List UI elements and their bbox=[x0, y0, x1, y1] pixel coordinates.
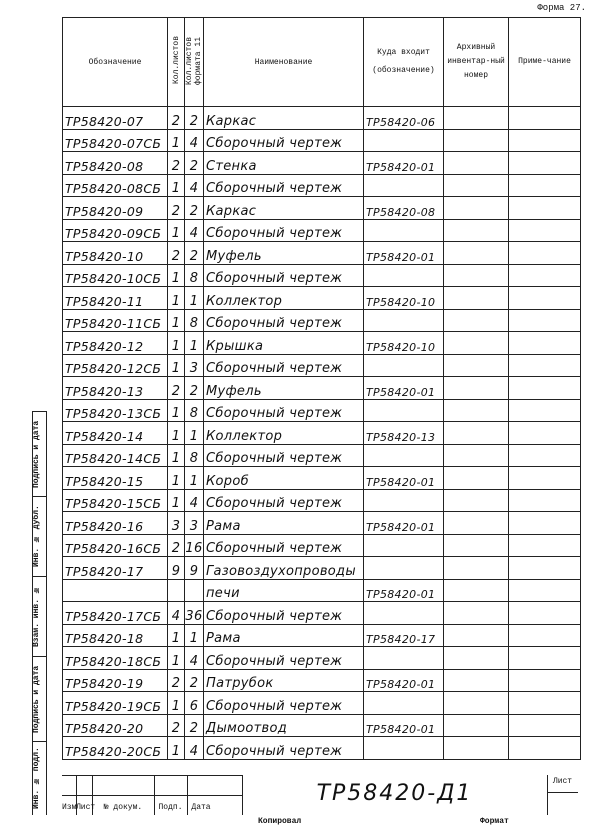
row-notes bbox=[509, 467, 581, 490]
table-row bbox=[63, 422, 581, 445]
table-row bbox=[63, 624, 581, 647]
row-notes bbox=[509, 534, 581, 557]
row-sheets-a11: 4 bbox=[185, 129, 204, 152]
row-designation: TP58420-12CБ bbox=[63, 354, 168, 377]
row-sheets-count: 1 bbox=[168, 219, 185, 242]
row-where-used: TP58420-01 bbox=[364, 579, 444, 602]
title-block bbox=[62, 775, 578, 815]
row-notes bbox=[509, 197, 581, 220]
row-where-used: TP58420-01 bbox=[364, 377, 444, 400]
row-notes bbox=[509, 512, 581, 535]
row-sheets-count bbox=[168, 579, 185, 602]
row-sheets-count: 2 bbox=[168, 242, 185, 265]
row-sheets-a11: 2 bbox=[185, 714, 204, 737]
row-where-used bbox=[364, 174, 444, 197]
header-archive-no: Архивный инвентар-ный номер bbox=[444, 18, 509, 107]
footer-copied: Копировал bbox=[258, 817, 302, 826]
row-notes bbox=[509, 579, 581, 602]
row-sheets-a11: 4 bbox=[185, 489, 204, 512]
header-where-used: Куда входит (обозначение) bbox=[364, 18, 444, 107]
row-archive-no bbox=[444, 692, 509, 715]
row-name: Сборочный чертеж bbox=[204, 737, 364, 760]
table-row bbox=[63, 332, 581, 355]
row-sheets-a11: 2 bbox=[185, 197, 204, 220]
row-where-used: TP58420-01 bbox=[364, 669, 444, 692]
row-where-used bbox=[364, 309, 444, 332]
row-designation: TP58420-11CБ bbox=[63, 309, 168, 332]
row-designation: TP58420-12 bbox=[63, 332, 168, 355]
row-notes bbox=[509, 602, 581, 625]
table-row bbox=[63, 174, 581, 197]
row-sheets-count: 2 bbox=[168, 669, 185, 692]
row-sheets-count: 2 bbox=[168, 377, 185, 400]
row-sheets-a11 bbox=[185, 579, 204, 602]
row-where-used bbox=[364, 264, 444, 287]
row-sheets-count: 1 bbox=[168, 444, 185, 467]
row-where-used: TP58420-17 bbox=[364, 624, 444, 647]
table-row bbox=[63, 219, 581, 242]
row-designation: TP58420-10CБ bbox=[63, 264, 168, 287]
row-notes bbox=[509, 377, 581, 400]
table-row bbox=[63, 354, 581, 377]
row-name: Газовоздухопроводы bbox=[204, 557, 364, 580]
row-archive-no bbox=[444, 444, 509, 467]
row-sheets-a11: 1 bbox=[185, 467, 204, 490]
row-sheets-a11: 8 bbox=[185, 264, 204, 287]
row-archive-no bbox=[444, 422, 509, 445]
row-name: Сборочный чертеж bbox=[204, 264, 364, 287]
row-sheets-a11: 1 bbox=[185, 287, 204, 310]
row-notes bbox=[509, 422, 581, 445]
row-sheets-count: 1 bbox=[168, 354, 185, 377]
footer-format: Формат bbox=[480, 817, 509, 826]
row-sheets-a11: 3 bbox=[185, 512, 204, 535]
row-sheets-count: 1 bbox=[168, 624, 185, 647]
row-notes bbox=[509, 714, 581, 737]
row-designation: TP58420-17CБ bbox=[63, 602, 168, 625]
row-archive-no bbox=[444, 669, 509, 692]
row-notes bbox=[509, 332, 581, 355]
row-notes bbox=[509, 309, 581, 332]
row-sheets-a11: 1 bbox=[185, 332, 204, 355]
row-sheets-a11: 2 bbox=[185, 377, 204, 400]
row-archive-no bbox=[444, 107, 509, 130]
row-where-used: TP58420-01 bbox=[364, 714, 444, 737]
table-row bbox=[63, 287, 581, 310]
header-notes: Приме-чание bbox=[509, 18, 581, 107]
row-designation: TP58420-14CБ bbox=[63, 444, 168, 467]
stamp-designation: TP58420-Д1 bbox=[316, 781, 473, 806]
header-name: Наименование bbox=[204, 18, 364, 107]
row-name: Сборочный чертеж bbox=[204, 489, 364, 512]
row-sheets-count: 1 bbox=[168, 287, 185, 310]
row-notes bbox=[509, 624, 581, 647]
row-sheets-a11: 16 bbox=[185, 534, 204, 557]
row-notes bbox=[509, 647, 581, 670]
row-sheets-a11: 9 bbox=[185, 557, 204, 580]
row-archive-no bbox=[444, 579, 509, 602]
row-sheets-count: 1 bbox=[168, 467, 185, 490]
row-name: Рама bbox=[204, 624, 364, 647]
row-name: Сборочный чертеж bbox=[204, 129, 364, 152]
side-label-orig-inv-no: Инв. № подл. bbox=[32, 747, 41, 809]
row-name: Муфель bbox=[204, 377, 364, 400]
row-sheets-a11: 8 bbox=[185, 399, 204, 422]
row-sheets-count: 1 bbox=[168, 174, 185, 197]
table-row bbox=[63, 264, 581, 287]
row-where-used bbox=[364, 647, 444, 670]
table-row bbox=[63, 714, 581, 737]
row-designation: TP58420-20CБ bbox=[63, 737, 168, 760]
row-notes bbox=[509, 399, 581, 422]
document-register-table bbox=[62, 17, 581, 760]
row-name: Сборочный чертеж bbox=[204, 444, 364, 467]
row-archive-no bbox=[444, 399, 509, 422]
stamp-sheet-label: Лист bbox=[552, 777, 573, 786]
row-sheets-count: 2 bbox=[168, 197, 185, 220]
row-sheets-a11: 1 bbox=[185, 422, 204, 445]
row-designation: TP58420-19 bbox=[63, 669, 168, 692]
side-label-signature-date: Подпись и дата bbox=[32, 420, 41, 488]
row-sheets-count: 2 bbox=[168, 714, 185, 737]
row-name: Каркас bbox=[204, 197, 364, 220]
table-row bbox=[63, 534, 581, 557]
row-archive-no bbox=[444, 512, 509, 535]
table-row bbox=[63, 377, 581, 400]
row-archive-no bbox=[444, 219, 509, 242]
row-name: Сборочный чертеж bbox=[204, 219, 364, 242]
row-sheets-a11: 36 bbox=[185, 602, 204, 625]
stamp-sign: Подп. bbox=[158, 803, 183, 812]
side-label-replace-inv-no: Взам. инв. № bbox=[32, 585, 41, 647]
table-row bbox=[63, 129, 581, 152]
row-sheets-count: 2 bbox=[168, 107, 185, 130]
row-sheets-count: 4 bbox=[168, 602, 185, 625]
row-notes bbox=[509, 219, 581, 242]
row-sheets-count: 2 bbox=[168, 152, 185, 175]
row-notes bbox=[509, 107, 581, 130]
row-where-used: TP58420-06 bbox=[364, 107, 444, 130]
row-archive-no bbox=[444, 377, 509, 400]
row-where-used bbox=[364, 692, 444, 715]
row-sheets-count: 2 bbox=[168, 534, 185, 557]
form-label: Форма 27. bbox=[537, 3, 586, 13]
row-designation bbox=[63, 579, 168, 602]
row-sheets-count: 9 bbox=[168, 557, 185, 580]
row-where-used: TP58420-01 bbox=[364, 512, 444, 535]
side-label-dup-inv-no: Инв. № дубл. bbox=[32, 505, 41, 567]
stamp-doc-no: № докум. bbox=[103, 803, 143, 812]
table-row bbox=[63, 602, 581, 625]
row-name: Сборочный чертеж bbox=[204, 692, 364, 715]
row-sheets-a11: 8 bbox=[185, 309, 204, 332]
row-where-used bbox=[364, 399, 444, 422]
row-archive-no bbox=[444, 264, 509, 287]
row-name: Дымоотвод bbox=[204, 714, 364, 737]
row-name: Коллектор bbox=[204, 422, 364, 445]
row-notes bbox=[509, 354, 581, 377]
row-where-used bbox=[364, 737, 444, 760]
row-designation: TP58420-16CБ bbox=[63, 534, 168, 557]
row-archive-no bbox=[444, 174, 509, 197]
row-archive-no bbox=[444, 332, 509, 355]
row-archive-no bbox=[444, 602, 509, 625]
row-name: Сборочный чертеж bbox=[204, 602, 364, 625]
row-designation: TP58420-14 bbox=[63, 422, 168, 445]
row-notes bbox=[509, 669, 581, 692]
row-where-used: TP58420-10 bbox=[364, 332, 444, 355]
stamp-list: Лист bbox=[76, 803, 96, 812]
row-archive-no bbox=[444, 714, 509, 737]
header-row bbox=[63, 18, 581, 107]
row-where-used: TP58420-13 bbox=[364, 422, 444, 445]
row-designation: TP58420-10 bbox=[63, 242, 168, 265]
row-archive-no bbox=[444, 624, 509, 647]
table-row bbox=[63, 309, 581, 332]
row-sheets-a11: 2 bbox=[185, 152, 204, 175]
table-row bbox=[63, 242, 581, 265]
row-designation: TP58420-19CБ bbox=[63, 692, 168, 715]
row-designation: TP58420-08 bbox=[63, 152, 168, 175]
row-where-used bbox=[364, 602, 444, 625]
header-designation: Обозначение bbox=[63, 18, 168, 107]
row-designation: TP58420-11 bbox=[63, 287, 168, 310]
row-where-used: TP58420-01 bbox=[364, 242, 444, 265]
row-archive-no bbox=[444, 242, 509, 265]
row-sheets-a11: 8 bbox=[185, 444, 204, 467]
header-sheets-a11: Кол.листов формата 11 bbox=[185, 36, 203, 85]
row-where-used bbox=[364, 129, 444, 152]
row-sheets-a11: 3 bbox=[185, 354, 204, 377]
row-notes bbox=[509, 242, 581, 265]
stamp-izm: Изм bbox=[62, 803, 77, 812]
row-where-used: TP58420-08 bbox=[364, 197, 444, 220]
row-archive-no bbox=[444, 534, 509, 557]
row-sheets-a11: 2 bbox=[185, 669, 204, 692]
row-name: Сборочный чертеж bbox=[204, 309, 364, 332]
row-sheets-count: 1 bbox=[168, 737, 185, 760]
row-archive-no bbox=[444, 152, 509, 175]
header-sheets-count: Кол.листов bbox=[171, 36, 181, 85]
row-name: Рама bbox=[204, 512, 364, 535]
row-sheets-count: 1 bbox=[168, 264, 185, 287]
row-name: печи bbox=[204, 579, 364, 602]
table-row bbox=[63, 444, 581, 467]
row-designation: TP58420-20 bbox=[63, 714, 168, 737]
row-designation: TP58420-07 bbox=[63, 107, 168, 130]
row-notes bbox=[509, 489, 581, 512]
row-where-used bbox=[364, 444, 444, 467]
row-where-used: TP58420-01 bbox=[364, 467, 444, 490]
row-sheets-count: 1 bbox=[168, 332, 185, 355]
row-designation: TP58420-13 bbox=[63, 377, 168, 400]
table-row bbox=[63, 512, 581, 535]
row-sheets-a11: 4 bbox=[185, 737, 204, 760]
row-sheets-count: 3 bbox=[168, 512, 185, 535]
row-sheets-a11: 6 bbox=[185, 692, 204, 715]
row-designation: TP58420-18 bbox=[63, 624, 168, 647]
row-sheets-a11: 2 bbox=[185, 242, 204, 265]
row-notes bbox=[509, 152, 581, 175]
row-notes bbox=[509, 129, 581, 152]
row-name: Короб bbox=[204, 467, 364, 490]
row-notes bbox=[509, 444, 581, 467]
row-where-used: TP58420-01 bbox=[364, 152, 444, 175]
row-archive-no bbox=[444, 129, 509, 152]
table-row bbox=[63, 579, 581, 602]
row-archive-no bbox=[444, 557, 509, 580]
row-designation: TP58420-13CБ bbox=[63, 399, 168, 422]
row-sheets-a11: 1 bbox=[185, 624, 204, 647]
row-designation: TP58420-17 bbox=[63, 557, 168, 580]
row-where-used bbox=[364, 219, 444, 242]
row-designation: TP58420-09CБ bbox=[63, 219, 168, 242]
row-archive-no bbox=[444, 737, 509, 760]
row-archive-no bbox=[444, 647, 509, 670]
row-designation: TP58420-08CБ bbox=[63, 174, 168, 197]
row-notes bbox=[509, 287, 581, 310]
table-row bbox=[63, 467, 581, 490]
row-name: Крышка bbox=[204, 332, 364, 355]
row-notes bbox=[509, 557, 581, 580]
row-where-used bbox=[364, 354, 444, 377]
row-sheets-a11: 4 bbox=[185, 219, 204, 242]
row-archive-no bbox=[444, 287, 509, 310]
row-designation: TP58420-15 bbox=[63, 467, 168, 490]
row-where-used: TP58420-10 bbox=[364, 287, 444, 310]
row-sheets-count: 1 bbox=[168, 129, 185, 152]
table-row bbox=[63, 197, 581, 220]
row-name: Сборочный чертеж bbox=[204, 647, 364, 670]
row-sheets-count: 1 bbox=[168, 647, 185, 670]
row-name: Муфель bbox=[204, 242, 364, 265]
row-sheets-a11: 2 bbox=[185, 107, 204, 130]
side-label-signature-date-2: Подпись и дата bbox=[32, 665, 41, 733]
table-row bbox=[63, 647, 581, 670]
row-archive-no bbox=[444, 467, 509, 490]
table-row bbox=[63, 692, 581, 715]
row-designation: TP58420-18CБ bbox=[63, 647, 168, 670]
row-name: Каркас bbox=[204, 107, 364, 130]
row-name: Сборочный чертеж bbox=[204, 534, 364, 557]
row-sheets-a11: 4 bbox=[185, 647, 204, 670]
row-designation: TP58420-07CБ bbox=[63, 129, 168, 152]
row-sheets-count: 1 bbox=[168, 489, 185, 512]
row-where-used bbox=[364, 557, 444, 580]
table-row bbox=[63, 557, 581, 580]
row-name: Сборочный чертеж bbox=[204, 174, 364, 197]
row-designation: TP58420-09 bbox=[63, 197, 168, 220]
row-notes bbox=[509, 737, 581, 760]
row-archive-no bbox=[444, 197, 509, 220]
table-row bbox=[63, 737, 581, 760]
row-notes bbox=[509, 692, 581, 715]
row-name: Коллектор bbox=[204, 287, 364, 310]
row-sheets-count: 1 bbox=[168, 692, 185, 715]
stamp-date: Дата bbox=[191, 803, 211, 812]
row-sheets-count: 1 bbox=[168, 309, 185, 332]
table-row bbox=[63, 152, 581, 175]
table-row bbox=[63, 669, 581, 692]
row-name: Стенка bbox=[204, 152, 364, 175]
row-designation: TP58420-15CБ bbox=[63, 489, 168, 512]
row-notes bbox=[509, 264, 581, 287]
table-row bbox=[63, 107, 581, 130]
table-row bbox=[63, 489, 581, 512]
row-where-used bbox=[364, 534, 444, 557]
row-notes bbox=[509, 174, 581, 197]
row-name: Патрубок bbox=[204, 669, 364, 692]
row-archive-no bbox=[444, 489, 509, 512]
row-designation: TP58420-16 bbox=[63, 512, 168, 535]
table-row bbox=[63, 399, 581, 422]
row-archive-no bbox=[444, 354, 509, 377]
row-name: Сборочный чертеж bbox=[204, 399, 364, 422]
row-name: Сборочный чертеж bbox=[204, 354, 364, 377]
side-stamp-columns bbox=[32, 411, 62, 815]
row-sheets-a11: 4 bbox=[185, 174, 204, 197]
row-sheets-count: 1 bbox=[168, 422, 185, 445]
row-archive-no bbox=[444, 309, 509, 332]
row-where-used bbox=[364, 489, 444, 512]
row-sheets-count: 1 bbox=[168, 399, 185, 422]
